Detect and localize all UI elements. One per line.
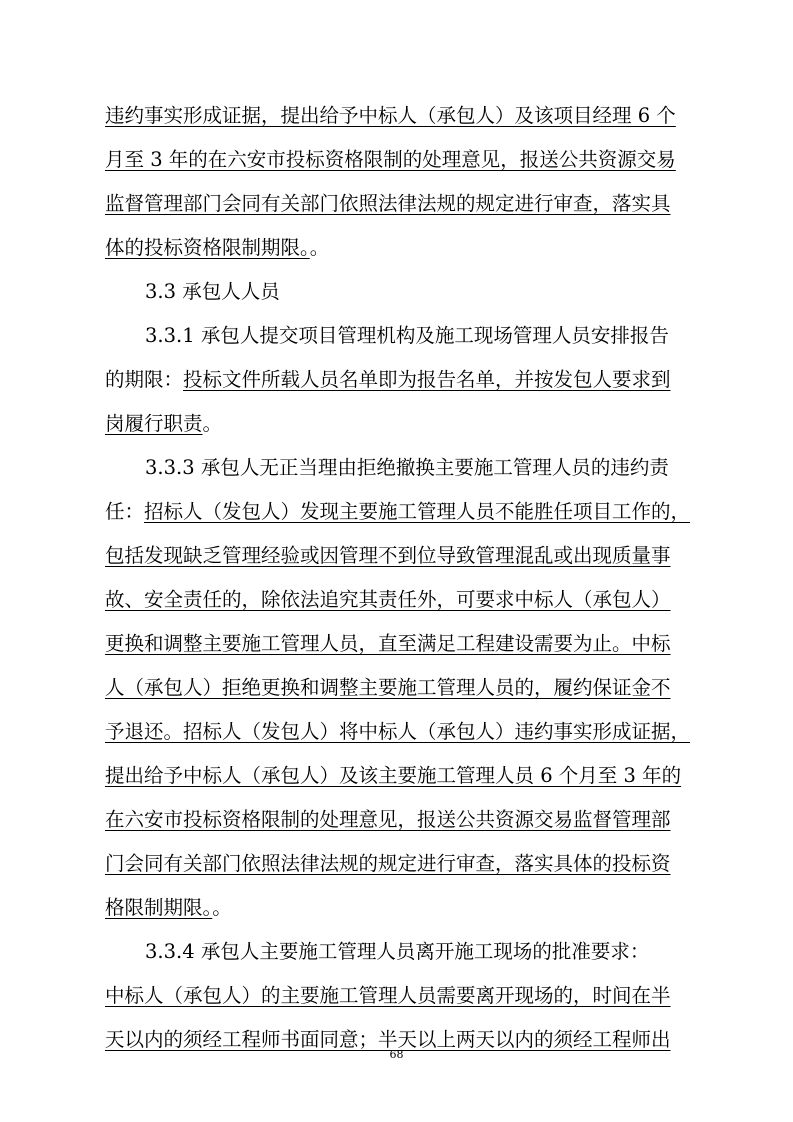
underlined-text: 岗履行职责 — [105, 412, 203, 435]
paragraph-line: 监督管理部门会同有关部门依照法律法规的规定进行审查，落实具 — [105, 192, 671, 215]
underlined-text: 投标文件所载人员名单即为报告名单，并按发包人要求到 — [183, 368, 671, 391]
clause-3-3-3-line: 提出给予中标人（承包人）及该主要施工管理人员 6 个月至 3 年的 — [105, 764, 682, 787]
underlined-text: 格限制期限。 — [105, 896, 213, 919]
clause-3-3-3-line: 在六安市投标资格限制的处理意见，报送公共资源交易监督管理部 — [105, 808, 671, 831]
paragraph-line: 违约事实形成证据，提出给予中标人（承包人）及该项目经理 6 个 — [105, 104, 676, 127]
underlined-text: 招标人（发包人）发现主要施工管理人员不能胜任项目工作的， — [144, 500, 691, 523]
trailing-punctuation: 。 — [202, 412, 223, 435]
section-heading-3-3: 3.3 承包人人员 — [145, 280, 280, 303]
clause-3-3-1-line — [105, 368, 671, 392]
clause-3-3-4-line: 天以内的须经工程师书面同意；半天以上两天以内的须经工程师出 — [105, 1028, 671, 1051]
page-number: 68 — [389, 1048, 404, 1061]
trailing-punctuation: 。 — [309, 236, 330, 259]
clause-prefix: 任： — [105, 500, 145, 523]
clause-3-3-3-line: 予退还。招标人（发包人）将中标人（承包人）违约事实形成证据， — [105, 720, 691, 743]
clause-3-3-3-line — [105, 500, 690, 524]
clause-prefix: 的期限： — [105, 368, 184, 391]
clause-3-3-3-line: 更换和调整主要施工管理人员，直至满足工程建设需要为止。中标 — [105, 632, 671, 655]
underlined-text: 体的投标资格限制期限。 — [105, 236, 310, 259]
paragraph-line — [105, 236, 329, 260]
clause-3-3-3-line: 3.3.3 承包人无正当理由拒绝撤换主要施工管理人员的违约责 — [145, 456, 669, 479]
clause-3-3-1-line — [105, 412, 222, 436]
clause-3-3-4-line: 3.3.4 承包人主要施工管理人员离开施工现场的批准要求： — [145, 940, 650, 963]
clause-3-3-3-line: 包括发现缺乏管理经验或因管理不到位导致管理混乱或出现质量事 — [105, 544, 671, 567]
clause-3-3-3-line: 人（承包人）拒绝更换和调整主要施工管理人员的，履约保证金不 — [105, 676, 671, 699]
paragraph-line: 月至 3 年的在六安市投标资格限制的处理意见，报送公共资源交易 — [105, 148, 676, 171]
clause-3-3-3-line — [105, 896, 232, 920]
trailing-punctuation: 。 — [212, 896, 232, 919]
clause-3-3-3-line: 故、安全责任的，除依法追究其责任外，可要求中标人（承包人） — [105, 588, 671, 611]
clause-3-3-1-line: 3.3.1 承包人提交项目管理机构及施工现场管理人员安排报告 — [145, 324, 669, 347]
clause-3-3-4-line: 中标人（承包人）的主要施工管理人员需要离开现场的，时间在半 — [105, 984, 671, 1007]
clause-3-3-3-line: 门会同有关部门依照法律法规的规定进行审查，落实具体的投标资 — [105, 852, 671, 875]
